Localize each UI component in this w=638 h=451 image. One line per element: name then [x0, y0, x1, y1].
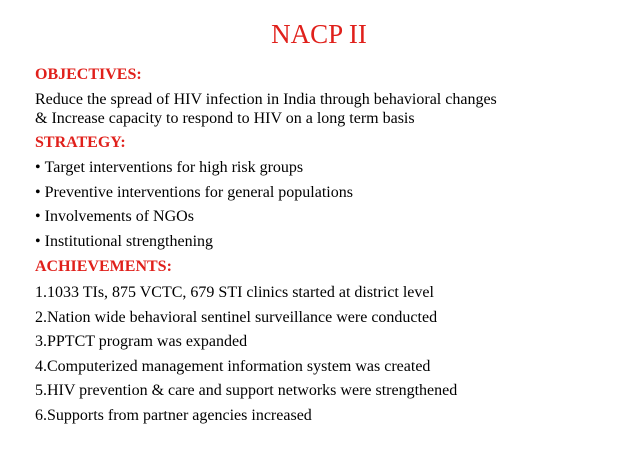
strategy-item — [35, 183, 353, 203]
strategy-item-text: Preventive interventions for general populations — [44, 184, 353, 201]
achievement-item: 6.Supports from partner agencies increased — [35, 407, 312, 424]
achievements-heading: ACHIEVEMENTS: — [35, 258, 172, 275]
objectives-line: & Increase capacity to respond to HIV on a long term basis — [35, 110, 415, 127]
strategy-item — [35, 232, 213, 252]
achievement-item: 3.PPTCT program was expanded — [35, 333, 248, 350]
strategy-item — [35, 158, 303, 178]
strategy-item-text: Involvements of NGOs — [44, 208, 194, 225]
achievement-item: 2.Nation wide behavioral sentinel surveillance were conducted — [35, 309, 438, 326]
achievement-item: 5.HIV prevention & care and support networks were strengthened — [35, 382, 458, 399]
strategy-item — [35, 207, 194, 227]
strategy-item-text: Target interventions for high risk groups — [44, 159, 304, 176]
objectives-line: Reduce the spread of HIV infection in India through behavioral changes — [35, 91, 497, 108]
objectives-heading: OBJECTIVES: — [35, 66, 142, 83]
slide-title: NACP II — [271, 19, 367, 49]
achievement-item: 1.1033 TIs, 875 VCTC, 679 STI clinics started at district level — [35, 284, 434, 301]
strategy-heading: STRATEGY: — [35, 134, 126, 151]
strategy-item-text: Institutional strengthening — [44, 233, 214, 250]
achievement-item: 4.Computerized management information system was created — [35, 358, 431, 375]
